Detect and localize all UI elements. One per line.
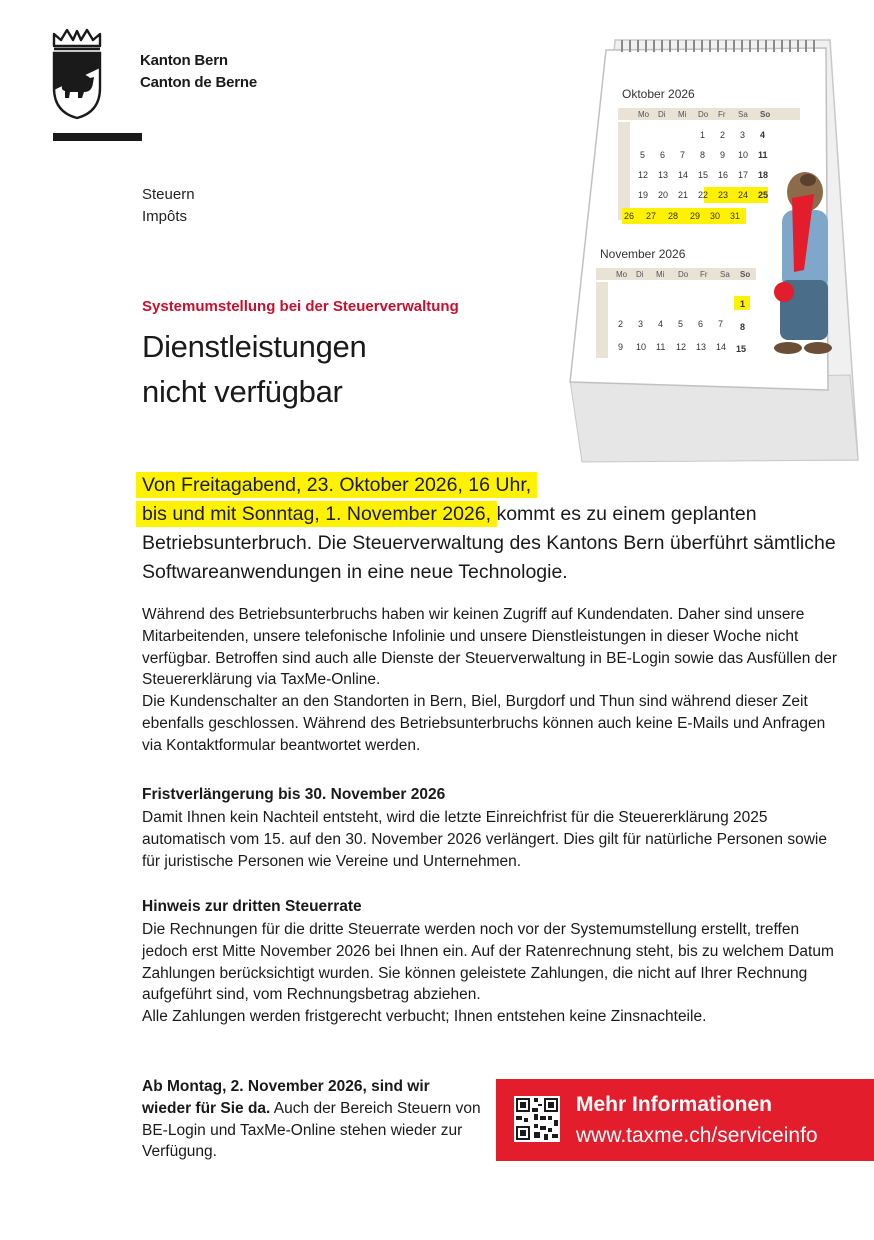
svg-text:So: So — [760, 110, 771, 119]
svg-text:20: 20 — [658, 190, 669, 200]
svg-text:2: 2 — [720, 130, 726, 140]
svg-text:19: 19 — [638, 190, 649, 200]
closing-text: Auch der Bereich Steuern von BE-Login und TaxMe-Online stehen wieder zur Verfügung. — [142, 1099, 481, 1161]
svg-text:24: 24 — [738, 190, 749, 200]
svg-text:22: 22 — [698, 190, 709, 200]
body-paragraph-frist: Damit Ihnen kein Nachteil entsteht, wird die letzte Einreichfrist für die Steuererklärung 2025 automatisch vom 15. auf den 30. November 2026 verlängert. Dies gilt für natürliche Personen sowie für juristische Personen wie Vereine und Unternehmen. — [142, 809, 827, 870]
svg-text:3: 3 — [638, 319, 644, 329]
svg-text:6: 6 — [660, 150, 666, 160]
svg-text:Sa: Sa — [720, 270, 730, 279]
header-rule — [53, 133, 142, 141]
closing-note — [142, 1076, 482, 1163]
svg-text:12: 12 — [676, 342, 687, 352]
more-info-title: Mehr Informationen — [576, 1093, 773, 1116]
heading-fristverlaengerung: Fristverlängerung bis 30. November 2026 — [142, 786, 446, 803]
svg-text:Sa: Sa — [738, 110, 748, 119]
svg-text:15: 15 — [698, 170, 709, 180]
svg-text:Mo: Mo — [616, 270, 628, 279]
svg-text:Mo: Mo — [638, 110, 650, 119]
svg-text:5: 5 — [640, 150, 646, 160]
qr-code-icon[interactable] — [514, 1096, 560, 1142]
svg-text:So: So — [740, 270, 751, 279]
canton-bern-crest-logo — [50, 28, 104, 120]
svg-text:5: 5 — [678, 319, 684, 329]
svg-text:27: 27 — [646, 211, 657, 221]
svg-text:3: 3 — [740, 130, 746, 140]
kicker-headline: Systemumstellung bei der Steuerverwaltung — [142, 298, 459, 315]
svg-text:Do: Do — [698, 110, 709, 119]
svg-text:2: 2 — [618, 319, 624, 329]
desk-calendar-illustration — [560, 30, 860, 470]
svg-text:6: 6 — [698, 319, 704, 329]
body-paragraph-downtime: Während des Betriebsunterbruchs haben wir keinen Zugriff auf Kundendaten. Daher sind unsere Mitarbeitenden, unsere telefonische Infolinie und unsere Dienstleistungen in dieser Woche nicht verfügbar. Betroffen sind auch alle Dienste der Steuerverwaltung in BE-Login sowie das Ausfüllen der Steuererklärung via TaxMe-Online. Die Kundenschalter an den Standorten in Bern, Biel, Burgdorf und Thun sind während dieser Zeit ebenfalls geschlossen. Während des Betriebsunterbruchs können auch keine E-Mails und Anfragen via Kontaktformular beantwortet werden. — [142, 606, 838, 754]
svg-text:Di: Di — [636, 270, 644, 279]
svg-text:11: 11 — [758, 150, 768, 160]
svg-text:17: 17 — [738, 170, 749, 180]
svg-text:31: 31 — [730, 211, 741, 221]
more-info-box[interactable] — [496, 1079, 874, 1161]
svg-text:26: 26 — [624, 211, 635, 221]
closing-bold: Ab Montag, 2. November 2026, sind wir wieder für Sie da. — [142, 1078, 430, 1117]
svg-text:12: 12 — [638, 170, 649, 180]
svg-text:4: 4 — [658, 319, 664, 329]
body-paragraph-steuerrate: Die Rechnungen für die dritte Steuerrate werden noch vor der Systemumstellung erstellt, treffen jedoch erst Mitte November 2026 bei Ihnen ein. Auf der Ratenrechnung steht, bis zu welchem Datum Zahlungen berücksichtigt wurden. Sie können geleistete Zahlungen, die nicht auf Ihrer Rechnung aufgeführt sind, vom Rechnungsbetrag abziehen. Alle Zahlungen werden fristgerecht verbucht; Ihnen entstehen keine Zinsnachteile. — [142, 921, 834, 1026]
svg-text:1: 1 — [700, 130, 706, 140]
svg-text:13: 13 — [658, 170, 669, 180]
svg-text:30: 30 — [710, 211, 721, 221]
svg-text:Fr: Fr — [700, 270, 708, 279]
svg-text:23: 23 — [718, 190, 729, 200]
svg-text:16: 16 — [718, 170, 729, 180]
heading-steuerrate: Hinweis zur dritten Steuerrate — [142, 898, 362, 915]
svg-text:7: 7 — [718, 319, 724, 329]
svg-text:1: 1 — [740, 299, 746, 309]
svg-text:15: 15 — [736, 344, 747, 354]
lead-paragraph — [142, 471, 842, 587]
lead-text: kommt es zu einem geplanten Betriebsunterbruch. Die Steuerverwaltung des Kantons Bern überführt sämtliche Softwareanwendungen in eine neue Technologie. — [142, 503, 836, 583]
highlighted-date-end: bis und mit Sonntag, 1. November 2026, — [142, 503, 492, 525]
svg-text:Fr: Fr — [718, 110, 726, 119]
svg-text:Do: Do — [678, 270, 689, 279]
page-title-line-2: nicht verfügbar — [142, 374, 343, 409]
svg-text:9: 9 — [720, 150, 726, 160]
svg-text:29: 29 — [690, 211, 701, 221]
canton-name-de: Kanton Bern — [140, 52, 228, 69]
more-info-link[interactable]: www.taxme.ch/serviceinfo — [576, 1124, 818, 1147]
svg-text:8: 8 — [700, 150, 706, 160]
canton-name-fr: Canton de Berne — [140, 74, 258, 91]
calendar-month-oktober: Oktober 2026 — [622, 87, 695, 101]
svg-text:10: 10 — [636, 342, 647, 352]
svg-text:8: 8 — [740, 322, 746, 332]
svg-text:9: 9 — [618, 342, 624, 352]
svg-text:21: 21 — [678, 190, 689, 200]
page-title-line-1: Dienstleistungen — [142, 329, 367, 364]
svg-text:4: 4 — [760, 130, 766, 140]
svg-text:10: 10 — [738, 150, 749, 160]
department-de: Steuern — [142, 186, 195, 203]
calendar-month-november: November 2026 — [600, 247, 686, 261]
svg-text:11: 11 — [656, 342, 666, 352]
svg-text:14: 14 — [716, 342, 727, 352]
svg-text:13: 13 — [696, 342, 707, 352]
svg-text:25: 25 — [758, 190, 769, 200]
svg-text:Di: Di — [658, 110, 666, 119]
svg-text:Mi: Mi — [678, 110, 687, 119]
svg-text:Mi: Mi — [656, 270, 665, 279]
svg-text:7: 7 — [680, 150, 686, 160]
department-fr: Impôts — [142, 208, 188, 225]
highlighted-date-start: Von Freitagabend, 23. Oktober 2026, 16 Uhr, — [142, 474, 532, 496]
svg-text:28: 28 — [668, 211, 679, 221]
svg-text:18: 18 — [758, 170, 769, 180]
svg-text:14: 14 — [678, 170, 689, 180]
